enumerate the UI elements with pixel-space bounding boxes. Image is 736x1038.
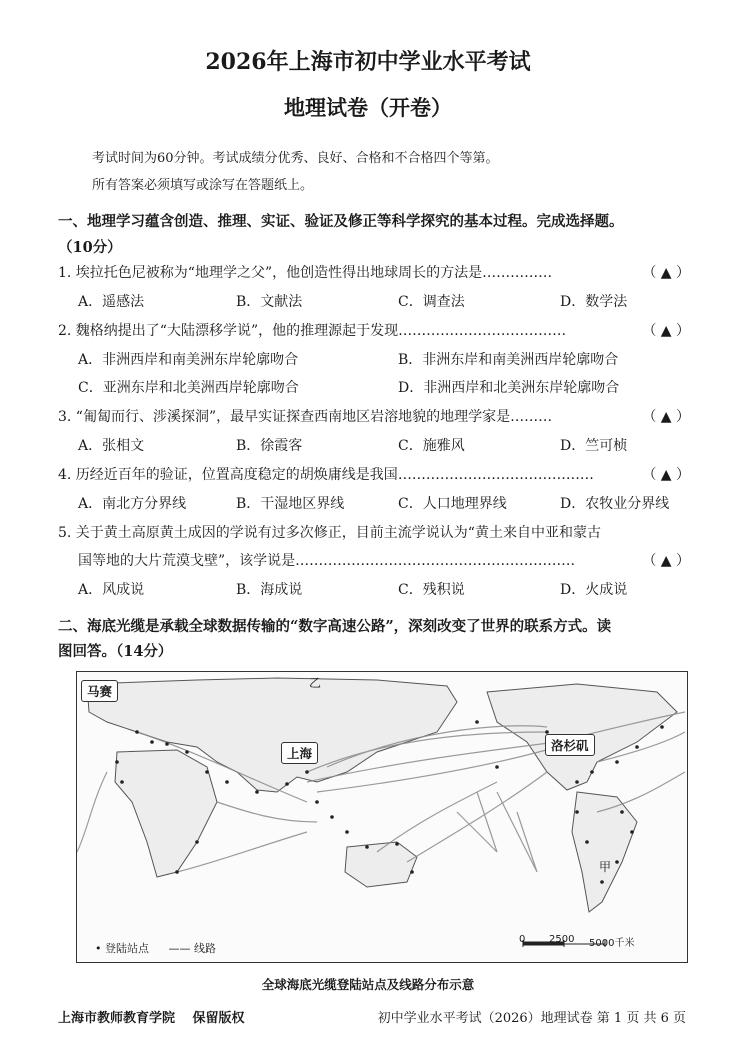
cable-line bbox=[407, 772, 547, 862]
cable-line bbox=[217, 802, 317, 822]
station-dot bbox=[185, 750, 189, 754]
question-text: 1. 埃拉托色尼被称为“地理学之父”，他创造性得出地球周长的方法是 bbox=[58, 265, 483, 281]
station-dot bbox=[600, 880, 604, 884]
station-dot bbox=[590, 770, 594, 774]
station-dot bbox=[285, 782, 289, 786]
label-shanghai: 上海 bbox=[281, 742, 318, 764]
label-losangeles: 洛杉矶 bbox=[545, 734, 595, 756]
option-a: A．张相文 bbox=[78, 438, 145, 454]
station-dot bbox=[575, 810, 579, 814]
answer-mark: （ ▲ ） bbox=[642, 265, 690, 281]
scale-label-0: 0 bbox=[519, 934, 526, 945]
question-1 bbox=[58, 262, 690, 282]
question-text: 国等地的大片荒漠戈壁”，该学说是 bbox=[78, 553, 296, 569]
option-d: D．数学法 bbox=[560, 294, 628, 310]
station-dot bbox=[630, 830, 634, 834]
station-dot bbox=[575, 780, 579, 784]
cable-line bbox=[497, 792, 537, 872]
leader-dots: …………………………………………………… bbox=[295, 553, 576, 569]
question-2 bbox=[58, 320, 690, 340]
station-dot bbox=[195, 840, 199, 844]
world-map-graphic bbox=[77, 672, 687, 962]
label-yi: 乙 bbox=[309, 676, 322, 690]
scale-label-2500: 2500 bbox=[549, 934, 575, 945]
cable-map bbox=[76, 671, 688, 963]
continent-africa bbox=[115, 750, 217, 877]
station-dot bbox=[495, 765, 499, 769]
station-dot bbox=[475, 720, 479, 724]
question-text: 3. “匍匐而行、涉溪探洞”，最早实证探查西南地区岩溶地貌的地理学家是 bbox=[58, 409, 511, 425]
answer-mark: （ ▲ ） bbox=[642, 323, 690, 339]
scale-label-5000: 5000千米 bbox=[589, 938, 635, 949]
section1-score: （10分） bbox=[58, 239, 122, 256]
question-5: 5. 关于黄土高原黄土成因的学说有过多次修正，目前主流学说认为“黄土来自中亚和蒙古 bbox=[58, 525, 601, 541]
cable-line bbox=[77, 772, 107, 852]
station-dot bbox=[615, 860, 619, 864]
station-dot bbox=[150, 740, 154, 744]
map-legend bbox=[95, 940, 216, 956]
cable-line bbox=[457, 792, 497, 852]
exam-title: 2026年上海市初中学业水平考试 bbox=[205, 49, 531, 75]
leader-dots: ……………………………… bbox=[398, 323, 567, 339]
footer-page-info: 初中学业水平考试（2026）地理试卷 第 1 页 共 6 页 bbox=[377, 1011, 686, 1026]
station-dot bbox=[255, 790, 259, 794]
station-dot bbox=[365, 845, 369, 849]
map-caption: 全球海底光缆登陆站点及线路分布示意 bbox=[261, 977, 475, 992]
option-b: B．非洲东岸和南美洲西岸轮廓吻合 bbox=[398, 352, 619, 368]
option-d: D．火成说 bbox=[560, 582, 628, 598]
station-dot bbox=[225, 780, 229, 784]
label-jia: 甲 bbox=[599, 860, 612, 874]
station-dot bbox=[615, 760, 619, 764]
question-4 bbox=[58, 464, 690, 484]
label-marseille: 马赛 bbox=[81, 680, 118, 702]
station-dot bbox=[660, 725, 664, 729]
answer-mark: （ ▲ ） bbox=[642, 409, 690, 425]
option-a: A．遥感法 bbox=[78, 294, 145, 310]
station-dot bbox=[115, 760, 119, 764]
option-c: C．调查法 bbox=[398, 294, 465, 310]
section2-score: 图回答。（14分） bbox=[58, 643, 173, 660]
station-dot bbox=[165, 742, 169, 746]
note-time: 考试时间为60分钟。考试成绩分优秀、良好、合格和不合格四个等第。 bbox=[92, 151, 499, 166]
station-dot bbox=[120, 780, 124, 784]
station-dot bbox=[620, 810, 624, 814]
paper-subtitle: 地理试卷（开卷） bbox=[284, 95, 452, 120]
option-c: C．施雅风 bbox=[398, 438, 465, 454]
question-text: 4. 历经近百年的验证，位置高度稳定的胡焕庸线是我国 bbox=[58, 467, 398, 483]
station-dot bbox=[585, 840, 589, 844]
option-c: C．人口地理界线 bbox=[398, 496, 507, 512]
option-b: B．干湿地区界线 bbox=[236, 496, 345, 512]
station-dot bbox=[315, 800, 319, 804]
option-c: C．残积说 bbox=[398, 582, 465, 598]
station-dot bbox=[175, 870, 179, 874]
option-c: C．亚洲东岸和北美洲西岸轮廓吻合 bbox=[78, 380, 299, 396]
leader-dots: …………………………………… bbox=[397, 467, 594, 483]
option-a: A．非洲西岸和南美洲东岸轮廓吻合 bbox=[78, 352, 299, 368]
option-a: A．风成说 bbox=[78, 582, 145, 598]
option-d: D．农牧业分界线 bbox=[560, 496, 670, 512]
section2-heading: 二、海底光缆是承载全球数据传输的“数字高速公路”，深刻改变了世界的联系方式。读 bbox=[58, 618, 612, 635]
section1-heading: 一、地理学习蕴含创造、推理、实证、验证及修正等科学探究的基本过程。完成选择题。 bbox=[58, 213, 624, 230]
question-5-cont bbox=[78, 550, 690, 570]
station-dot bbox=[205, 770, 209, 774]
note-answers: 所有答案必须填写或涂写在答题纸上。 bbox=[92, 178, 314, 193]
option-d: D．非洲西岸和北美洲东岸轮廓吻合 bbox=[398, 380, 620, 396]
legend-line: —— 线路 bbox=[168, 942, 216, 955]
question-text: 2. 魏格纳提出了“大陆漂移学说”，他的推理源起于发现 bbox=[58, 323, 399, 339]
answer-mark: （ ▲ ） bbox=[642, 553, 690, 569]
station-dot bbox=[345, 830, 349, 834]
option-b: B．文献法 bbox=[236, 294, 303, 310]
station-dot bbox=[305, 770, 309, 774]
station-dot bbox=[395, 842, 399, 846]
station-dot bbox=[410, 870, 414, 874]
option-a: A．南北方分界线 bbox=[78, 496, 187, 512]
cable-line bbox=[377, 782, 497, 852]
station-dot bbox=[635, 745, 639, 749]
leader-dots: ……… bbox=[510, 409, 553, 425]
legend-station: • 登陆站点 bbox=[95, 942, 149, 955]
station-dot bbox=[330, 815, 334, 819]
footer-copyright: 上海市教师教育学院 保留版权 bbox=[58, 1011, 245, 1026]
option-d: D．竺可桢 bbox=[560, 438, 628, 454]
station-dot bbox=[135, 730, 139, 734]
answer-mark: （ ▲ ） bbox=[642, 467, 690, 483]
option-b: B．徐霞客 bbox=[236, 438, 303, 454]
option-b: B．海成说 bbox=[236, 582, 303, 598]
leader-dots: …………… bbox=[482, 265, 553, 281]
question-3 bbox=[58, 406, 690, 426]
